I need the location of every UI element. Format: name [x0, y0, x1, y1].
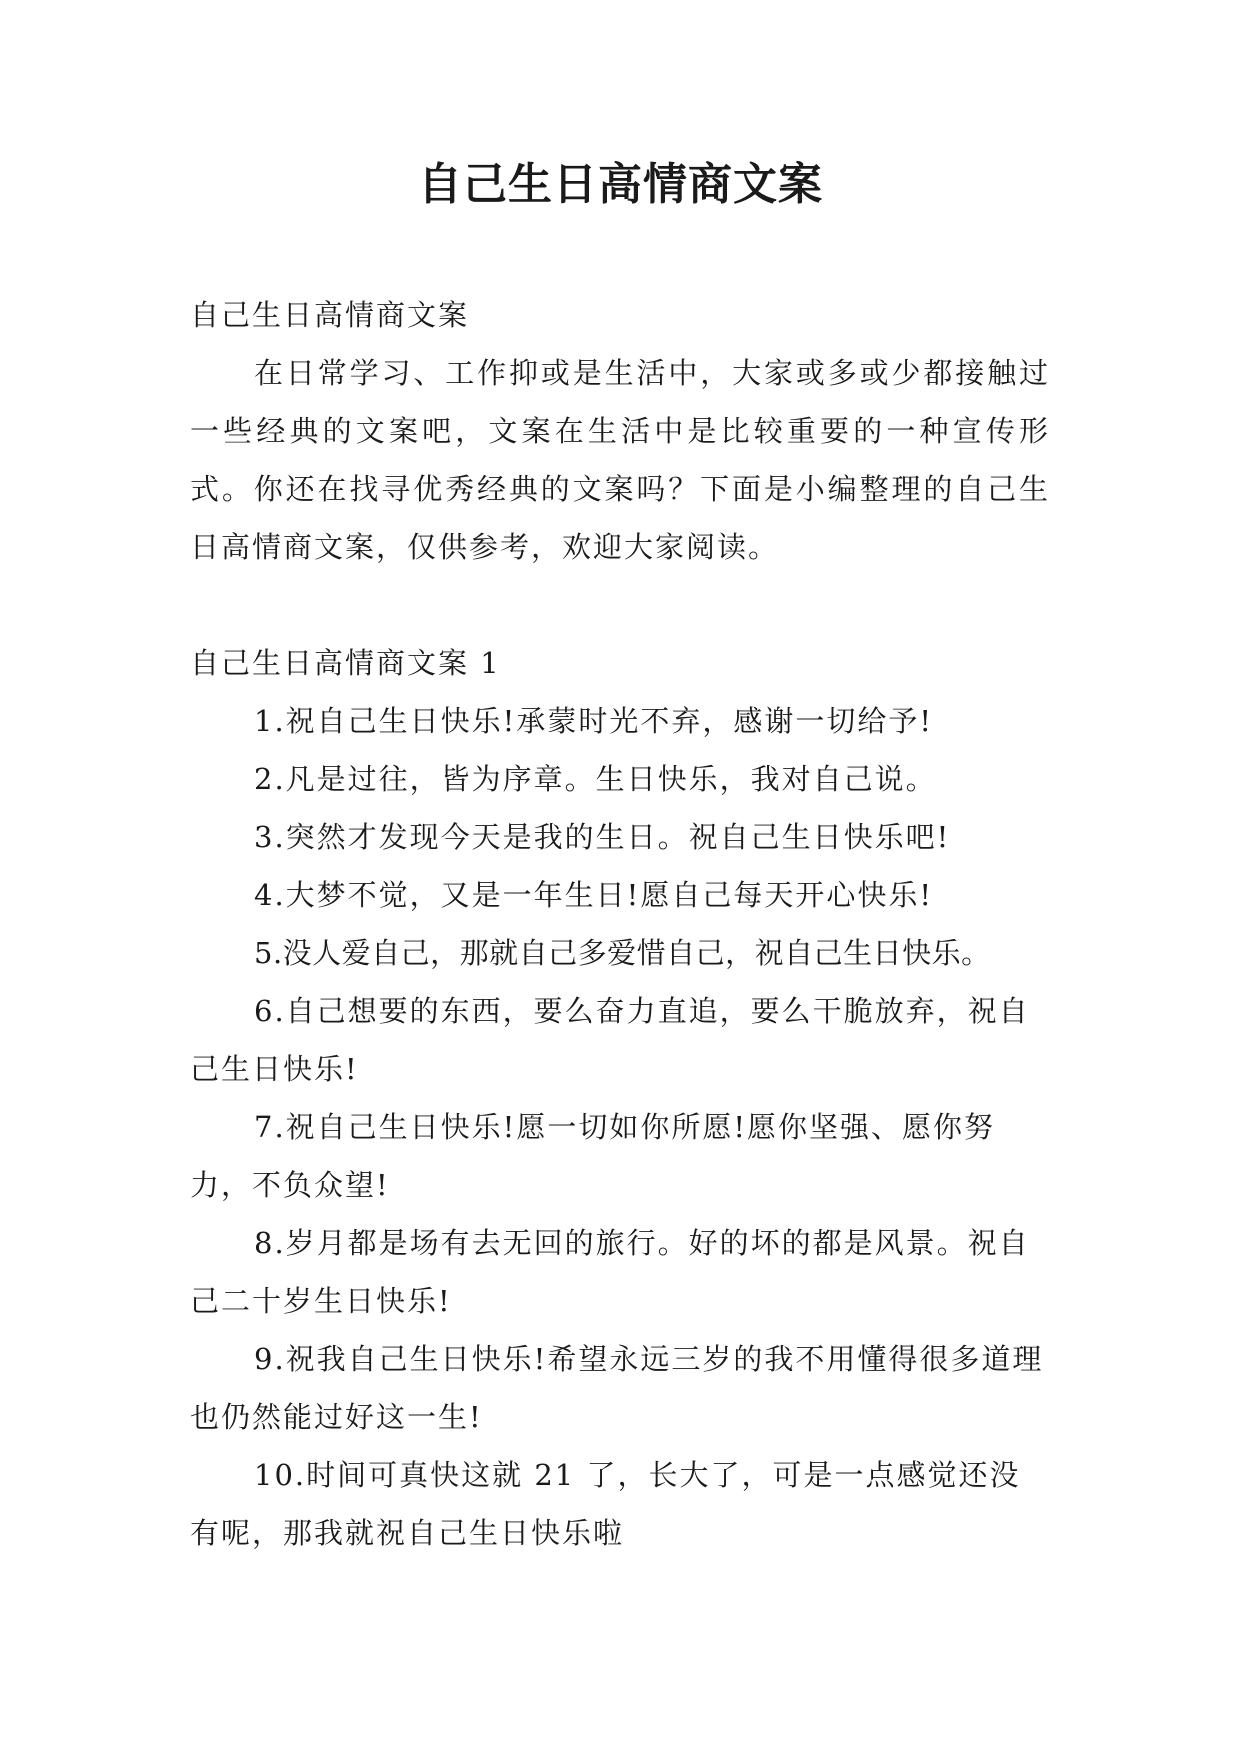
list-item: 3.突然才发现今天是我的生日。祝自己生日快乐吧!: [254, 820, 951, 854]
document-body: [190, 286, 1050, 1562]
list-item: 1.祝自己生日快乐!承蒙时光不弃，感谢一切给予!: [254, 704, 933, 738]
list-item: 4.大梦不觉，又是一年生日!愿自己每天开心快乐!: [254, 878, 933, 912]
list-item: 5.没人爱自己，那就自己多爱惜自己，祝自己生日快乐。: [254, 936, 991, 970]
list-item: 6.自己想要的东西，要么奋力直追，要么干脆放弃，祝自己生日快乐!: [190, 994, 1030, 1086]
list-item: 9.祝我自己生日快乐!希望永远三岁的我不用懂得很多道理也仍然能过好这一生!: [190, 1342, 1044, 1434]
section-heading: 自己生日高情商文案 1: [190, 646, 501, 680]
list-item: 7.祝自己生日快乐!愿一切如你所愿!愿你坚强、愿你努力，不负众望!: [190, 1110, 995, 1202]
intro-paragraph: 在日常学习、工作抑或是生活中，大家或多或少都接触过一些经典的文案吧，文案在生活中是比较重要的一种宣传形式。你还在找寻优秀经典的文案吗？下面是小编整理的自己生日高情商文案，仅供参考，欢迎大家阅读。: [190, 356, 1050, 564]
page-title: 自己生日高情商文案: [418, 159, 823, 210]
list-item: 10.时间可真快这就 21 了，长大了，可是一点感觉还没有呢，那我就祝自己生日快乐啦: [190, 1458, 1021, 1550]
list-item: 2.凡是过往，皆为序章。生日快乐，我对自己说。: [254, 762, 937, 796]
list-item: 8.岁月都是场有去无回的旅行。好的坏的都是风景。祝自己二十岁生日快乐!: [190, 1226, 1030, 1318]
paragraph-spacer: [190, 576, 1050, 634]
document-subtitle: 自己生日高情商文案: [190, 298, 470, 332]
